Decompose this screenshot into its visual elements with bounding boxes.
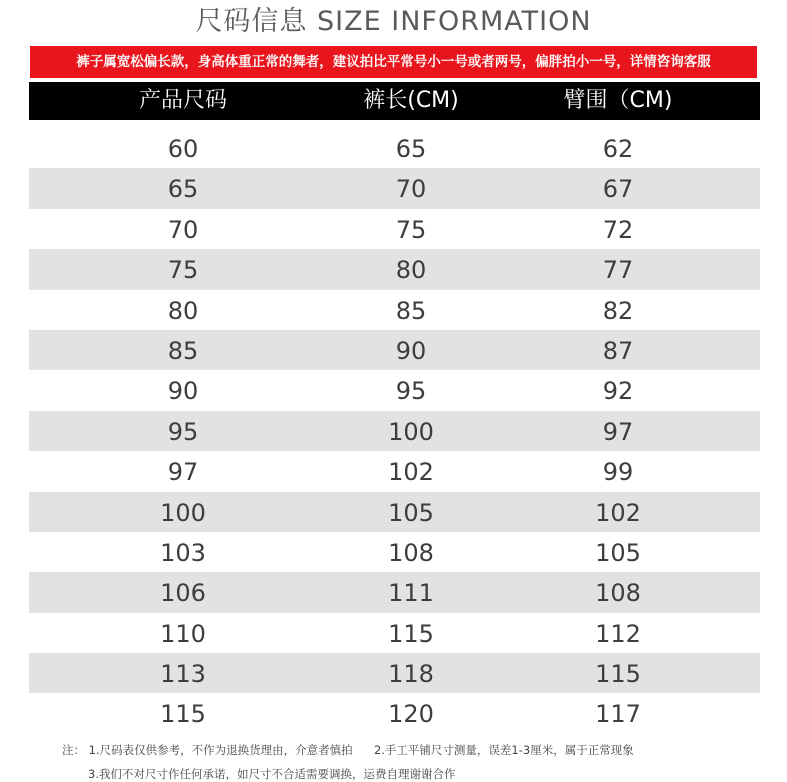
cell-size: 110 — [160, 619, 206, 648]
cell-length: 118 — [388, 660, 434, 689]
cell-size: 95 — [167, 417, 199, 446]
footer-notes-line2 — [88, 766, 787, 782]
table-row — [29, 168, 760, 208]
cell-length: 111 — [388, 579, 434, 608]
cell-length: 115 — [388, 619, 434, 648]
notice-banner: 裤子属宽松偏长款，身高体重正常的舞者，建议拍比平常号小一号或者两号，偏胖拍小一号，详情咨询客服 — [30, 46, 757, 78]
header-length: 裤长(CM) — [363, 88, 459, 113]
table-row — [29, 532, 760, 572]
table-row — [29, 572, 760, 612]
cell-arm: 87 — [602, 336, 634, 365]
cell-size: 106 — [160, 579, 206, 608]
footer-notes-line1 — [62, 742, 762, 758]
table-row — [29, 451, 760, 491]
cell-arm: 82 — [602, 296, 634, 325]
cell-size: 115 — [160, 700, 206, 729]
cell-size: 103 — [160, 538, 206, 567]
cell-size: 75 — [167, 256, 199, 285]
cell-arm: 72 — [602, 215, 634, 244]
cell-arm: 102 — [595, 498, 641, 527]
table-row — [29, 693, 760, 733]
table-row — [29, 128, 760, 168]
cell-length: 100 — [388, 417, 434, 446]
cell-length: 105 — [388, 498, 434, 527]
footer-note-2: 2.手工平铺尺寸测量，误差1-3厘米，属于正常现象 — [373, 743, 634, 757]
cell-size: 97 — [167, 458, 199, 487]
cell-size: 65 — [167, 175, 199, 204]
cell-size: 70 — [167, 215, 199, 244]
table-row — [29, 492, 760, 532]
cell-size: 85 — [167, 336, 199, 365]
cell-size: 60 — [167, 135, 199, 163]
cell-length: 102 — [388, 458, 434, 487]
cell-size: 90 — [167, 377, 199, 406]
cell-arm: 105 — [595, 538, 641, 567]
footer-note-3: 3.我们不对尺寸作任何承诺，如尺寸不合适需要调换，运费自理谢谢合作 — [88, 767, 456, 781]
table-row — [29, 290, 760, 330]
table-row — [29, 370, 760, 410]
cell-arm: 115 — [595, 660, 641, 689]
header-arm: 臂围（CM) — [563, 88, 673, 113]
cell-size: 80 — [167, 296, 199, 325]
cell-length: 70 — [395, 175, 427, 204]
cell-length: 108 — [388, 538, 434, 567]
size-table-body — [29, 128, 760, 734]
table-row — [29, 653, 760, 693]
table-row — [29, 249, 760, 289]
cell-arm: 77 — [602, 256, 634, 285]
cell-size: 100 — [160, 498, 206, 527]
cell-arm: 97 — [602, 417, 634, 446]
cell-length: 95 — [395, 377, 427, 406]
cell-length: 85 — [395, 296, 427, 325]
cell-length: 90 — [395, 336, 427, 365]
cell-length: 65 — [395, 135, 427, 163]
cell-arm: 117 — [595, 700, 641, 729]
cell-size: 113 — [160, 660, 206, 689]
page-title: 尺码信息 SIZE INFORMATION — [195, 6, 592, 37]
cell-arm: 67 — [602, 175, 634, 204]
header-size: 产品尺码 — [138, 88, 227, 113]
table-row — [29, 411, 760, 451]
footer-label: 注： — [62, 743, 85, 757]
table-row — [29, 209, 760, 249]
table-header — [29, 82, 760, 120]
table-row — [29, 613, 760, 653]
cell-length: 80 — [395, 256, 427, 285]
cell-arm: 62 — [602, 135, 634, 163]
table-row — [29, 330, 760, 370]
cell-arm: 99 — [602, 458, 634, 487]
cell-arm: 112 — [595, 619, 641, 648]
cell-length: 120 — [388, 700, 434, 729]
cell-arm: 92 — [602, 377, 634, 406]
footer-note-1: 1.尺码表仅供参考，不作为退换货理由，介意者慎拍 — [88, 743, 353, 757]
cell-length: 75 — [395, 215, 427, 244]
cell-arm: 108 — [595, 579, 641, 608]
